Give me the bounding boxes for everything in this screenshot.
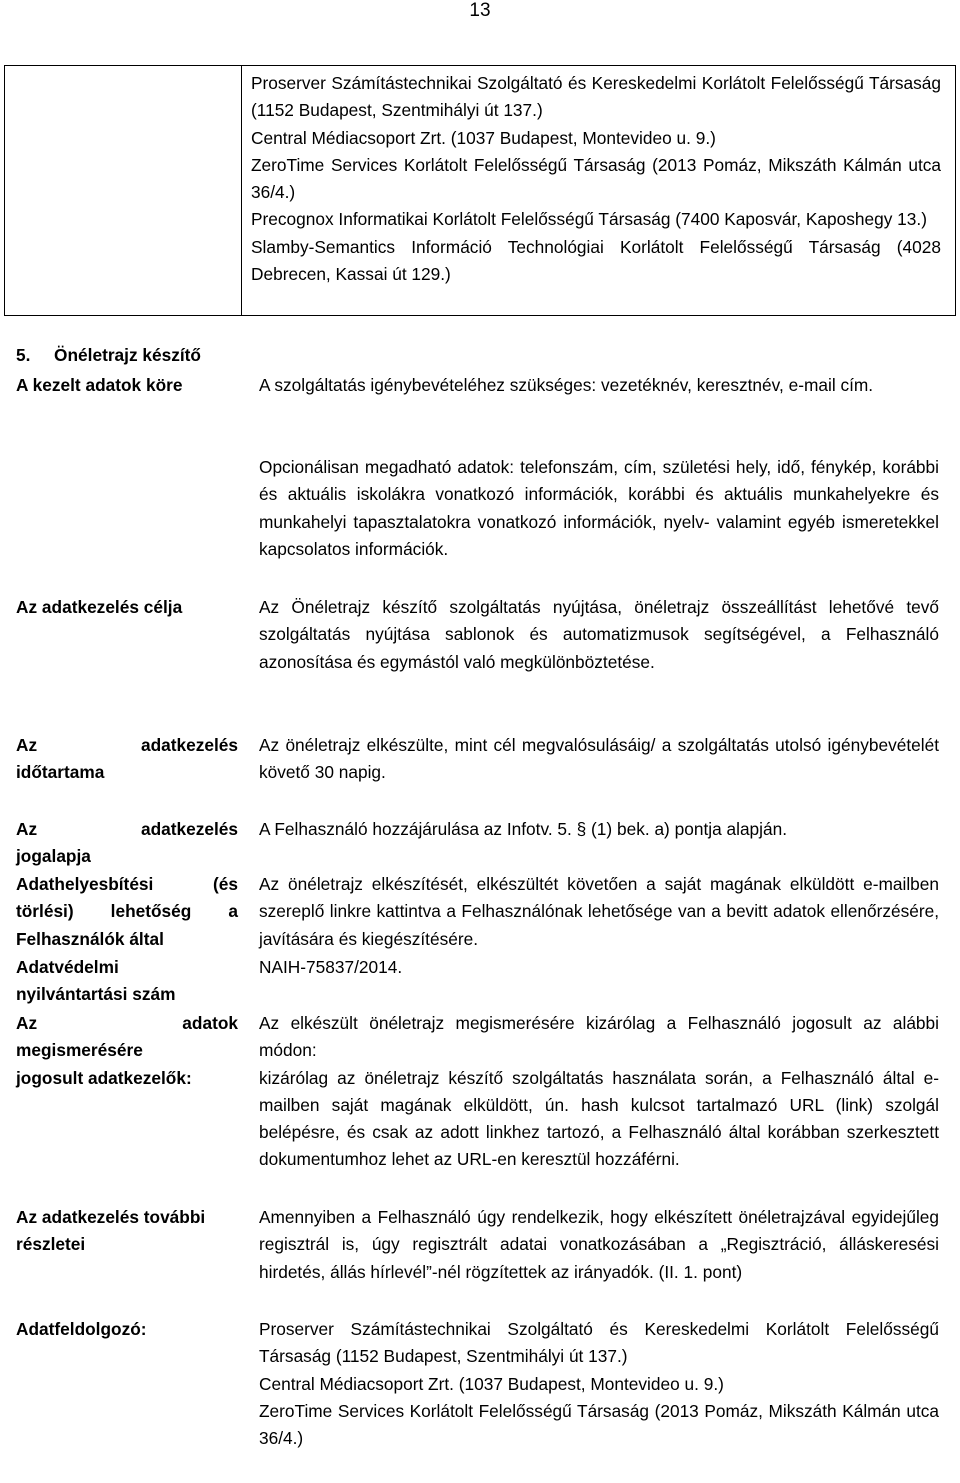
processor-entry: Central Médiacsoport Zrt. (1037 Budapest, Montevideo u. 9.) <box>259 1373 724 1394</box>
label-scope: A kezelt adatok köre <box>16 375 183 395</box>
processor-entry: Precognox Informatikai Korlátolt Felelősségű Társaság (7400 Kaposvár, Kaposhegy 13.) <box>251 209 927 230</box>
processor-entry: Central Médiacsoport Zrt. (1037 Budapest, Montevideo u. 9.) <box>251 127 716 148</box>
label-processor: Adatfeldolgozó: <box>16 1319 147 1339</box>
label-legal-basis: Az adatkezelés jogalapja <box>16 819 238 867</box>
registry-text: NAIH-75837/2014. <box>259 957 403 977</box>
details-text: Amennyiben a Felhasználó úgy rendelkezik, hogy elkészített önéletrajzával egyidejűleg regisztrál is, úgy regisztrált adatai vonatkozásában a „Regisztráció, álláskeresési hirdetés, állás hírlevél”-nél rögzítettek az irányadók. (II. 1. pont) <box>259 1207 939 1282</box>
processors-table <box>4 65 956 316</box>
processor-entry: ZeroTime Services Korlátolt Felelősségű Társaság (2013 Pomáz, Mikszáth Kálmán utca 36/4.) <box>259 1400 939 1449</box>
purpose-text: Az Önéletrajz készítő szolgáltatás nyújtása, önéletrajz összeállítást lehetővé tevő szolgáltatás nyújtása sablonok és automatizmusok segítségével, a Felhasználó azonosítása és egymástól való megkülönböztetése. <box>259 597 939 672</box>
rectification-text: Az önéletrajz elkészítését, elkészültét követően a saját magának elküldött e-mailben szereplő linkre kattintva a Felhasználónak lehetősége van a bevitt adatok ellenőrzésére, javítására és kiegészítésére. <box>259 874 939 949</box>
scope-optional-text: Opcionálisan megadható adatok: telefonszám, cím, születési hely, idő, fénykép, korábbi és aktuális iskolákra vonatkozó információk, korábbi és aktuális munkahelyekre és munkahelyi tapasztalatokra vonatkozó információk, nyelv- valamint egyéb ismeretekkel kapcsolatos információk. <box>259 457 939 559</box>
label-purpose: Az adatkezelés célja <box>16 597 183 617</box>
processors-label-cell <box>5 66 242 316</box>
page-number: 13 <box>469 0 491 21</box>
label-details: Az adatkezelés további részletei <box>16 1207 206 1255</box>
processor-entry: Proserver Számítástechnikai Szolgáltató és Kereskedelmi Korlátolt Felelősségű Társaság (1152 Budapest, Szentmihályi út 137.) <box>251 73 941 121</box>
access-intro: Az elkészült önéletrajz megismerésére kizárólag a Felhasználó jogosult az alábbi módon: <box>259 1013 939 1061</box>
processor-text <box>259 1316 939 1452</box>
processor-entry: Slamby-Semantics Információ Technológiai Korlátolt Felelősségű Társaság (4028 Debrecen, Kassai út 129.) <box>251 236 941 285</box>
label-access: Az adatok megismerésére jogosult adatkezelők: <box>16 1013 238 1088</box>
label-duration: Az adatkezelés időtartama <box>16 735 238 783</box>
section-number: 5. <box>16 345 31 365</box>
legal-basis-text: A Felhasználó hozzájárulása az Infotv. 5. § (1) bek. a) pontja alapján. <box>259 819 788 839</box>
scope-required-text: A szolgáltatás igénybevételéhez szükséges: vezetéknév, keresztnév, e-mail cím. <box>259 375 874 395</box>
processors-list <box>242 66 955 288</box>
processor-entry: ZeroTime Services Korlátolt Felelősségű Társaság (2013 Pomáz, Mikszáth Kálmán utca 36/4.) <box>251 154 941 203</box>
label-registry: Adatvédelmi nyilvántartási szám <box>16 957 176 1005</box>
section-title: Önéletrajz készítő <box>54 345 201 365</box>
processor-entry: Proserver Számítástechnikai Szolgáltató és Kereskedelmi Korlátolt Felelősségű Társaság (1152 Budapest, Szentmihályi út 137.) <box>259 1319 939 1367</box>
access-text <box>259 1010 939 1174</box>
section-heading <box>16 342 416 369</box>
processors-text-cell <box>242 66 956 316</box>
label-rectification: Adathelyesbítési (és törlési) lehetőség a Felhasználók által <box>16 874 238 949</box>
duration-text: Az önéletrajz elkészülte, mint cél megvalósulásáig/ a szolgáltatás utolsó igénybevételét követő 30 napig. <box>259 735 939 783</box>
access-detail: kizárólag az önéletrajz készítő szolgáltatás használata során, a Felhasználó által e-mailben saját magának elküldött, ún. hash kulcsot tartalmazó URL (link) szolgál belépésre, és csak az adott linkhez tartozó, a Felhasználó által korábban szerkesztett dokumentumhoz lehet az URL-en keresztül hozzáférni. <box>259 1067 939 1170</box>
